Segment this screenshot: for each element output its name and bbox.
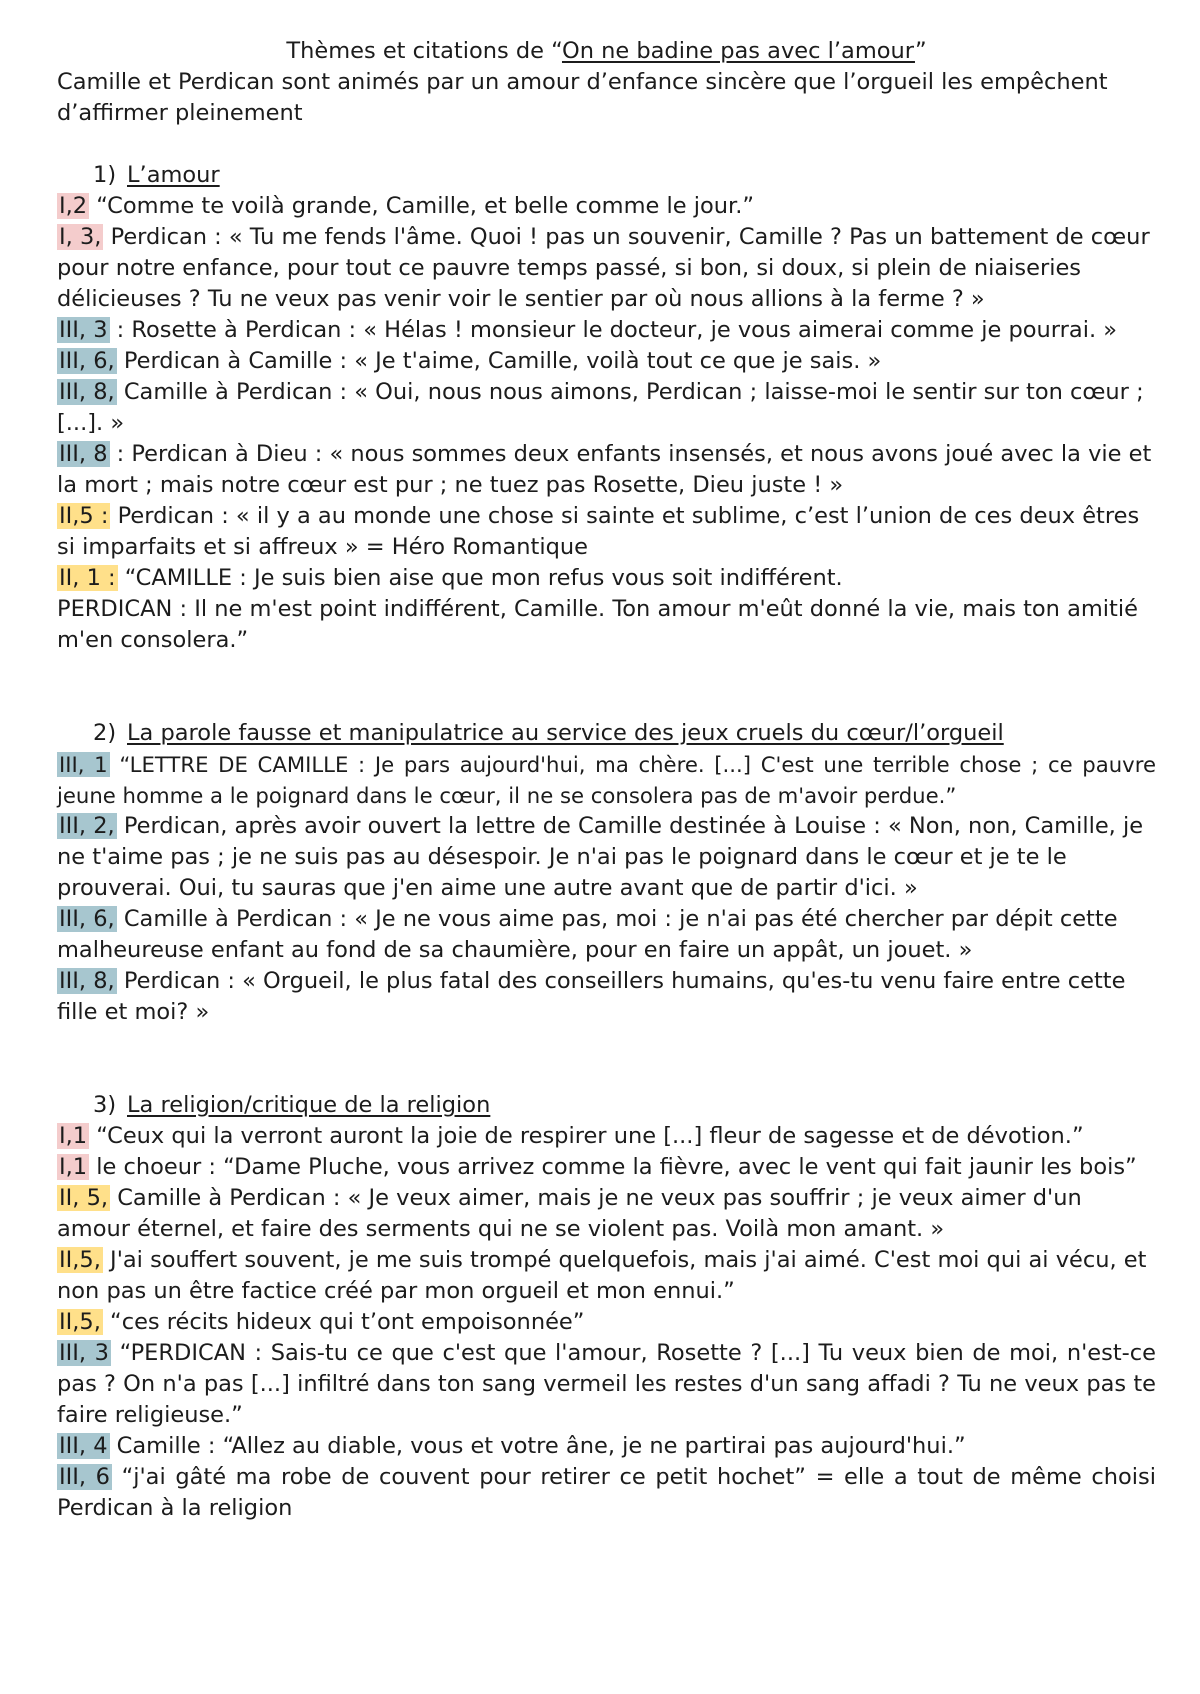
quote xyxy=(57,904,1156,966)
quote-text: Perdican : « Orgueil, le plus fatal des conseillers humains, qu'es-tu venu faire entre cette fille et moi? » xyxy=(57,968,1126,1025)
title-work: On ne badine pas avec l’amour xyxy=(561,38,915,64)
section-title: La parole fausse et manipulatrice au service des jeux cruels du cœur/l’orgueil xyxy=(127,720,1004,746)
quote-ref: II, 5, xyxy=(59,1185,109,1211)
intro-paragraph: Camille et Perdican sont animés par un amour d’enfance sincère que l’orgueil les empêchent d’affirmer pleinement xyxy=(57,69,1108,126)
spacer xyxy=(57,1028,1156,1090)
quote-text: “ces récits hideux qui t’ont empoisonnée” xyxy=(102,1309,585,1335)
quote-text: “j'ai gâté ma robe de couvent pour retirer ce petit hochet” = elle a tout de même choisi Perdican à la religion xyxy=(57,1464,1156,1521)
section-heading-religion xyxy=(57,1090,1156,1121)
section-number: 2) xyxy=(93,720,117,746)
quote xyxy=(57,346,1156,377)
title-suffix: ” xyxy=(914,38,927,64)
document-title xyxy=(57,36,1156,67)
quote xyxy=(57,966,1156,1028)
quote-ref: III, 6 xyxy=(59,1464,110,1490)
quote-text: Camille à Perdican : « Oui, nous nous aimons, Perdican ; laisse-moi le sentir sur ton cœur ; [...]. » xyxy=(57,379,1144,436)
quote-text: Camille à Perdican : « Je veux aimer, mais je ne veux pas souffrir ; je veux aimer d'un amour éternel, et faire des serments qui ne se violent pas. Voilà mon amant. » xyxy=(57,1185,1082,1242)
quote-ref: I,1 xyxy=(59,1123,88,1149)
quote-ref: III, 8 xyxy=(59,441,108,467)
quote-text: Perdican : « il y a au monde une chose si sainte et sublime, c’est l’union de ces deux êtres si imparfaits et si affreux » = Héro Romantique xyxy=(57,503,1140,560)
quote xyxy=(57,1183,1156,1245)
quote-ref: II,5 : xyxy=(59,503,109,529)
quote-text: Camille : “Allez au diable, vous et votre âne, je ne partirai pas aujourd'hui.” xyxy=(109,1433,966,1459)
title-prefix: Thèmes et citations de “ xyxy=(286,38,562,64)
quote-text: Perdican : « Tu me fends l'âme. Quoi ! pas un souvenir, Camille ? Pas un battement de cœur pour notre enfance, pour tout ce pauvre temps passé, si bon, si doux, si plein de niaiseries délicieuses ? Tu ne veux pas venir voir le sentier par où nous allions à la ferme ? » xyxy=(57,224,1150,312)
quote-ref: I, 3, xyxy=(59,224,102,250)
quote xyxy=(57,1152,1156,1183)
quote xyxy=(57,1121,1156,1152)
quote xyxy=(57,811,1156,904)
quote-ref: III, 1 xyxy=(59,752,108,777)
quote-ref: II, 1 : xyxy=(59,565,116,591)
quote xyxy=(57,377,1156,439)
quote-text: “Ceux qui la verront auront la joie de respirer une [...] fleur de sagesse et de dévotion.” xyxy=(89,1123,1084,1149)
quote-text: “LETTRE DE CAMILLE : Je pars aujourd'hui, ma chère. [...] C'est une terrible chose ; ce pauvre jeune homme a le poignard dans le cœur, il ne se consolera pas de m'avoir perdue.” xyxy=(57,752,1156,808)
quote-text: “CAMILLE : Je suis bien aise que mon refus vous soit indifférent. xyxy=(117,565,843,591)
quote xyxy=(57,439,1156,501)
quote-text: : Rosette à Perdican : « Hélas ! monsieur le docteur, je vous aimerai comme je pourrai. » xyxy=(109,317,1118,343)
quote xyxy=(57,222,1156,315)
quote xyxy=(57,1307,1156,1338)
quote-ref: II,5, xyxy=(59,1309,101,1335)
quote xyxy=(57,191,1156,222)
quote-ref: III, 6, xyxy=(59,348,115,374)
quote-ref: III, 8, xyxy=(59,379,115,405)
quote-ref: III, 3 xyxy=(59,317,108,343)
quote xyxy=(57,749,1156,811)
quote-continuation: PERDICAN : Il ne m'est point indifférent, Camille. Ton amour m'eût donné la vie, mais ton amitié m'en consolera.” xyxy=(57,596,1138,653)
quote-ref: III, 4 xyxy=(59,1433,108,1459)
section-heading-amour xyxy=(57,160,1156,191)
quote xyxy=(57,1338,1156,1431)
quote-ref: III, 6, xyxy=(59,906,115,932)
section-heading-parole xyxy=(57,718,1156,749)
section-number: 1) xyxy=(93,162,117,188)
quote-text: le choeur : “Dame Pluche, vous arrivez comme la fièvre, avec le vent qui fait jaunir les bois” xyxy=(89,1154,1137,1180)
section-title: La religion/critique de la religion xyxy=(127,1092,491,1118)
quote-text: Perdican, après avoir ouvert la lettre de Camille destinée à Louise : « Non, non, Camille, je ne t'aime pas ; je ne suis pas au désespoir. Je n'ai pas le poignard dans le cœur et je te le prouverai. Oui, tu sauras que j'en aime une autre avant que de partir d'ici. » xyxy=(57,813,1144,901)
quote xyxy=(57,315,1156,346)
quote-text: J'ai souffert souvent, je me suis trompé quelquefois, mais j'ai aimé. C'est moi qui ai vécu, et non pas un être factice créé par mon orgueil et mon ennui.” xyxy=(57,1247,1147,1304)
quote-ref: III, 3 xyxy=(59,1340,110,1366)
spacer xyxy=(57,656,1156,718)
quote xyxy=(57,501,1156,563)
quote xyxy=(57,563,1156,594)
quote-text: Perdican à Camille : « Je t'aime, Camille, voilà tout ce que je sais. » xyxy=(116,348,882,374)
section-title: L’amour xyxy=(127,162,220,188)
quote-text: Camille à Perdican : « Je ne vous aime pas, moi : je n'ai pas été chercher par dépit cette malheureuse enfant au fond de sa chaumière, pour en faire un appât, un jouet. » xyxy=(57,906,1118,963)
quote xyxy=(57,1431,1156,1462)
quote xyxy=(57,1245,1156,1307)
quote-ref: I,1 xyxy=(59,1154,88,1180)
quote-ref: III, 8, xyxy=(59,968,115,994)
quote-text: : Perdican à Dieu : « nous sommes deux enfants insensés, et nous avons joué avec la vie et la mort ; mais notre cœur est pur ; ne tuez pas Rosette, Dieu juste ! » xyxy=(57,441,1152,498)
quote-ref: III, 2, xyxy=(59,813,115,839)
quote-ref: I,2 xyxy=(59,193,88,219)
section-number: 3) xyxy=(93,1092,117,1118)
quote-ref: II,5, xyxy=(59,1247,101,1273)
quote-text: “Comme te voilà grande, Camille, et belle comme le jour.” xyxy=(89,193,755,219)
quote xyxy=(57,1462,1156,1524)
quote-text: “PERDICAN : Sais-tu ce que c'est que l'amour, Rosette ? [...] Tu veux bien de moi, n'est-ce pas ? On n'a pas [...] infiltré dans ton sang vermeil les restes d'un sang affadi ? Tu ne veux pas te faire religieuse.” xyxy=(57,1340,1157,1428)
